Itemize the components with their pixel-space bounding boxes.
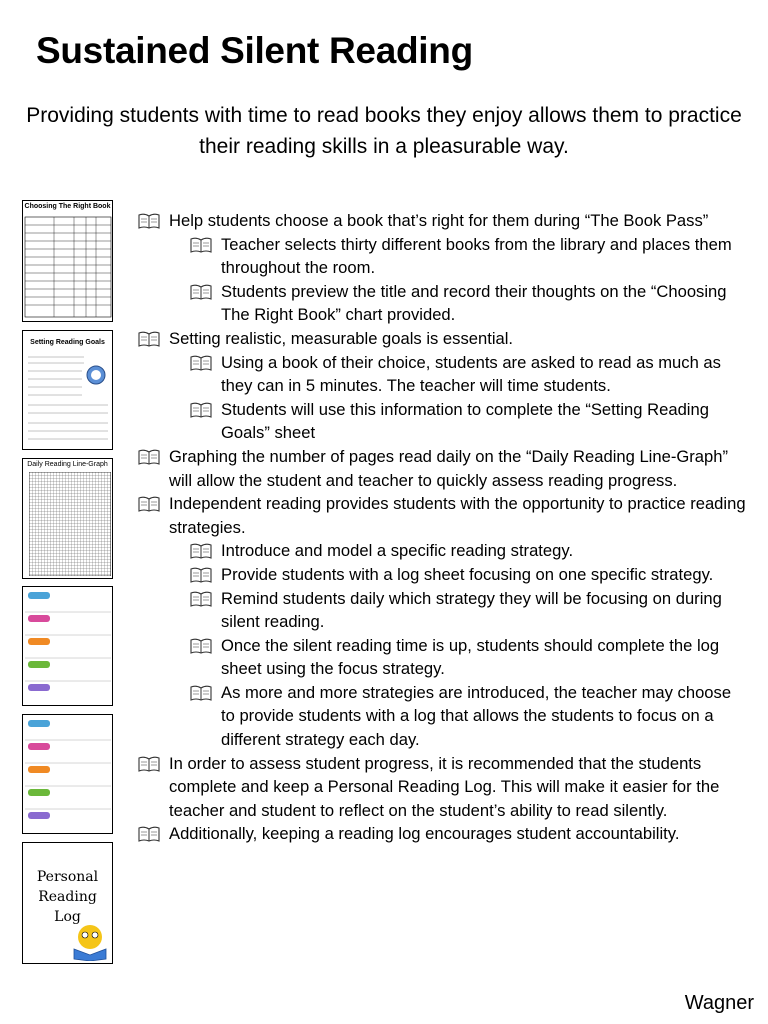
bullet-text: Setting realistic, measurable goals is essential. [169,328,514,348]
reading-character-icon [70,923,110,961]
sub-bullet-item [138,280,748,327]
sub-bullet-item [138,539,748,563]
thumbnail-strategy-log-2 [22,714,113,834]
thumbnail-title: Daily Reading Line-Graph [27,461,108,468]
bullet-text: As more and more strategies are introduced, the teacher may choose to provide students with a log that allows the students to focus on a different strategy each day. [221,682,732,750]
bullet-list [138,209,748,846]
bullet-text: Provide students with a log sheet focusing on one specific strategy. [221,564,714,584]
page-subtitle: Providing students with time to read books they enjoy allows them to practice their reading skills in a pleasurable way. [26,104,742,158]
bullet-item [138,445,748,492]
bullet-text: Teacher selects thirty different books from the library and places them throughout the room. [221,234,732,278]
bullet-text: Additionally, keeping a reading log encourages student accountability. [169,824,680,844]
sub-bullet-item [138,351,748,398]
log-cover-line-3: Log [54,909,81,925]
thumbnail-setting-reading-goals [22,330,113,450]
bullet-text: Students will use this information to complete the “Setting Reading Goals” sheet [221,399,709,443]
sub-bullet-item [138,233,748,280]
choosing-table-graphic [24,215,112,320]
author-name: Wagner [684,992,754,1014]
bullet-text: Using a book of their choice, students are asked to read as much as they can in 5 minutes. The teacher will time students. [221,352,721,396]
sub-bullet-item [138,681,748,752]
goals-sheet-graphic [24,349,112,449]
thumbnail-daily-reading-line-graph [22,458,113,579]
thumbnail-title: Choosing The Right Book [24,203,111,210]
sub-bullet-item [138,634,748,681]
bullet-text: Students preview the title and record their thoughts on the “Choosing The Right Book” chart provided. [221,281,727,325]
bullet-text: Introduce and model a specific reading strategy. [221,541,574,561]
bullet-item [138,752,748,823]
line-graph-grid [29,472,111,576]
bullet-item [138,822,748,846]
bullet-item [138,327,748,351]
bullet-item [138,209,748,233]
bullet-text: In order to assess student progress, it is recommended that the students complete and keep a Personal Reading Log. This will make it easier for the teacher and student to reflect on the student’s ability to read silently. [169,753,720,820]
bullet-text: Independent reading provides students with the opportunity to practice reading strategies. [169,494,746,537]
sub-bullet-item [138,398,748,445]
bullet-text: Remind students daily which strategy they will be focusing on during silent reading. [221,588,722,632]
page-title: Sustained Silent Reading [36,30,473,71]
bullet-text: Help students choose a book that’s right for them during “The Book Pass” [169,211,709,230]
sub-bullet-item [138,587,748,634]
thumbnail-personal-reading-log [22,842,113,964]
log-cover-line-1: Personal [36,869,99,885]
thumbnail-title: Setting Reading Goals [30,339,105,346]
thumbnail-choosing-right-book [22,200,113,322]
bullet-item [138,492,748,539]
strategy-log-graphic [24,589,112,705]
thumbnail-strategy-log-1 [22,586,113,706]
sub-bullet-item [138,563,748,587]
strategy-log-graphic [24,717,112,833]
bullet-text: Graphing the number of pages read daily on the “Daily Reading Line-Graph” will allow the student and teacher to quickly assess reading progress. [169,446,728,490]
bullet-text: Once the silent reading time is up, students should complete the log sheet using the focus strategy. [221,635,720,679]
log-cover-line-2: Reading [38,889,97,905]
